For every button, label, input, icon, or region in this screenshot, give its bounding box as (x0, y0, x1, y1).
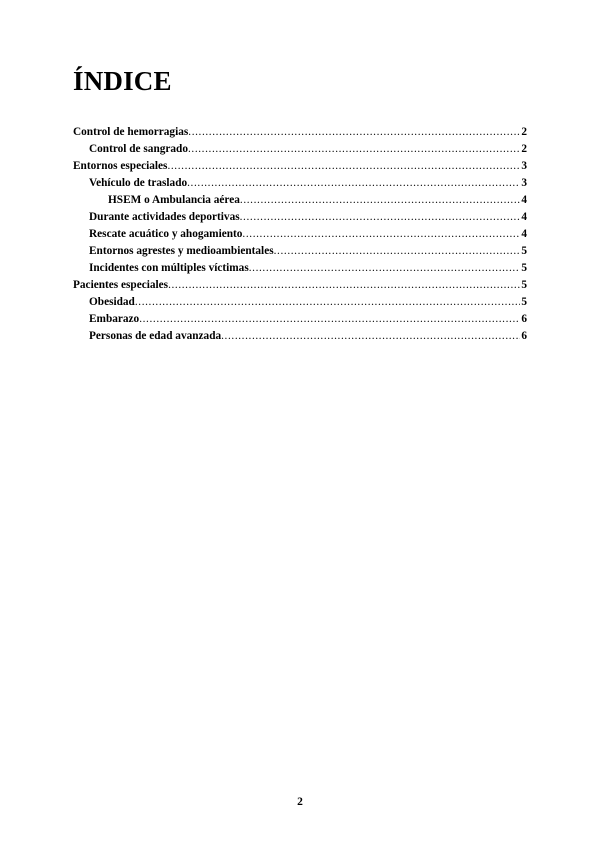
toc-entry-control-de-sangrado[interactable] (73, 141, 527, 158)
toc-entry-label: Vehículo de traslado (89, 177, 188, 189)
toc-dot-leader (188, 141, 520, 158)
toc-entry-label: Control de sangrado (89, 143, 188, 155)
toc-entry-label: Rescate acuático y ahogamiento (89, 228, 243, 240)
toc-dot-leader (240, 192, 520, 209)
toc-dot-leader (167, 158, 520, 175)
toc-dot-leader (188, 124, 520, 141)
toc-dot-leader (249, 260, 521, 277)
toc-entry-label: Embarazo (89, 313, 140, 325)
toc-entry-control-de-hemorragias[interactable] (73, 124, 527, 141)
toc-entry-vehiculo-de-traslado[interactable] (73, 175, 527, 192)
toc-entry-actividades-deportivas[interactable] (73, 209, 527, 226)
toc-entry-page: 5 (521, 279, 527, 291)
toc-entry-label: Personas de edad avanzada (89, 330, 222, 342)
toc-entry-label: Control de hemorragias (73, 126, 189, 138)
toc-entry-page: 5 (521, 245, 527, 257)
toc-entry-obesidad[interactable] (73, 294, 527, 311)
toc-entry-page: 4 (521, 228, 527, 240)
toc-entry-embarazo[interactable] (73, 311, 527, 328)
toc-entry-page: 4 (521, 194, 527, 206)
toc-entry-page: 5 (521, 296, 527, 308)
toc-entry-page: 2 (521, 143, 527, 155)
toc-entry-incidentes-multiples-victimas[interactable] (73, 260, 527, 277)
toc-entry-label: Pacientes especiales (73, 279, 169, 291)
toc-entry-label: Entornos agrestes y medioambientales (89, 245, 274, 257)
toc-entry-label: HSEM o Ambulancia aérea (108, 194, 240, 206)
toc-entry-label: Durante actividades deportivas (89, 211, 240, 223)
toc-dot-leader (139, 311, 520, 328)
toc-dot-leader (242, 226, 520, 243)
toc-entry-entornos-agrestes[interactable] (73, 243, 527, 260)
toc-dot-leader (168, 277, 520, 294)
toc-entry-entornos-especiales[interactable] (73, 158, 527, 175)
toc-entry-page: 3 (521, 177, 527, 189)
toc-entry-label: Incidentes con múltiples víctimas (89, 262, 249, 274)
toc-entry-label: Entornos especiales (73, 160, 168, 172)
toc-entry-pacientes-especiales[interactable] (73, 277, 527, 294)
toc-entry-page: 2 (521, 126, 527, 138)
page-number: 2 (297, 796, 303, 808)
page-title: ÍNDICE (73, 66, 172, 96)
toc-entry-rescate-acuatico[interactable] (73, 226, 527, 243)
toc-dot-leader (274, 243, 521, 260)
toc-entry-page: 5 (521, 262, 527, 274)
toc-dot-leader (221, 328, 520, 345)
toc-entry-label: Obesidad (89, 296, 135, 308)
table-of-contents (73, 124, 527, 345)
toc-entry-page: 6 (521, 330, 527, 342)
toc-dot-leader (135, 294, 521, 311)
toc-entry-page: 3 (521, 160, 527, 172)
toc-entry-page: 4 (521, 211, 527, 223)
toc-dot-leader (240, 209, 521, 226)
toc-dot-leader (187, 175, 520, 192)
toc-entry-page: 6 (521, 313, 527, 325)
toc-entry-personas-edad-avanzada[interactable] (73, 328, 527, 345)
toc-entry-hsem-ambulancia-aerea[interactable] (73, 192, 527, 209)
